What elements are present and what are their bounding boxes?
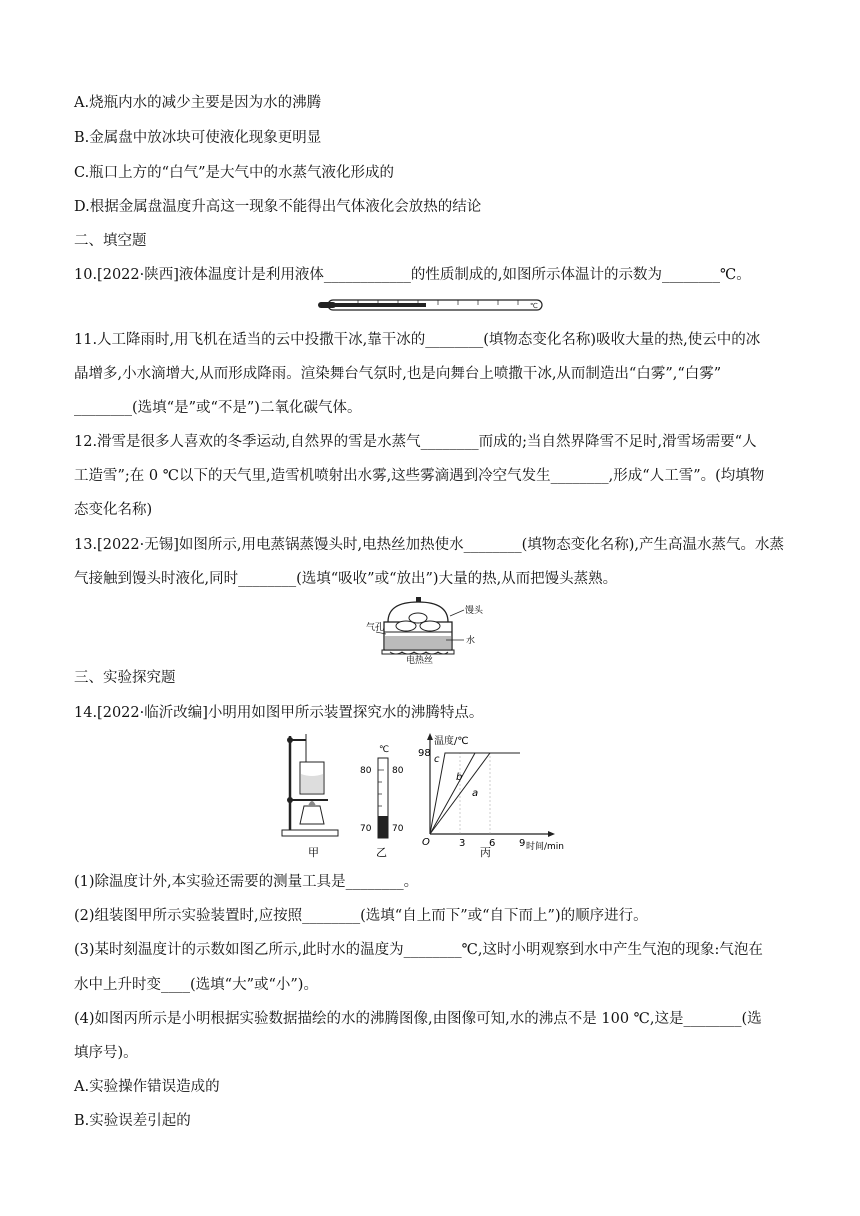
label-jia: 甲 xyxy=(308,846,319,859)
label-bing: 丙 xyxy=(480,846,491,859)
question-14-intro: 14.[2022·临沂改编]小明用如图甲所示装置探究水的沸腾特点。 xyxy=(74,705,484,721)
steamer-label-mantou: 馒头 xyxy=(465,606,484,616)
q9-option-b: B.金属盘中放冰块可使液化现象更明显 xyxy=(74,130,322,146)
q14-part-3-line-1: (3)某时刻温度计的示数如图乙所示,此时水的温度为________℃,这时小明观察到水中产生气泡的现象:气泡在 xyxy=(74,942,763,958)
graph-x-tick-6: 6 xyxy=(489,838,496,849)
q14-option-a: A.实验操作错误造成的 xyxy=(74,1079,220,1095)
question-12-line-2: 工造雪”;在 0 ℃以下的天气里,造雪机喷射出水雾,这些雾滴遇到冷空气发生________,形成“人工雪”。(均填物 xyxy=(74,468,765,484)
thermometer-yi xyxy=(360,745,404,838)
clinical-thermometer-figure xyxy=(318,296,544,314)
curve-label-c: c xyxy=(434,754,440,765)
question-12-line-1: 12.滑雪是很多人喜欢的冬季运动,自然界的雪是水蒸气________而成的;当自然界降雪不足时,滑雪场需要“人 xyxy=(74,434,757,450)
question-10: 10.[2022·陕西]液体温度计是利用液体____________的性质制成的,如图所示体温计的示数为________℃。 xyxy=(74,267,751,283)
q9-option-d: D.根据金属盘温度升高这一现象不能得出气体液化会放热的结论 xyxy=(74,199,482,215)
therm-tick-80-right: 80 xyxy=(392,766,404,776)
therm-tick-70-left: 70 xyxy=(360,824,372,834)
label-yi: 乙 xyxy=(376,846,387,859)
question-11-line-3: ________(选填“是”或“不是”)二氧化碳气体。 xyxy=(74,400,362,416)
question-11-line-2: 晶增多,小水滴增大,从而形成降雨。渲染舞台气氛时,也是向舞台上喷撒干冰,从而制造出“白雾”,“白雾” xyxy=(74,366,722,382)
q9-option-c: C.瓶口上方的“白气”是大气中的水蒸气液化形成的 xyxy=(74,165,395,181)
graph-y-tick-98: 98 xyxy=(418,748,431,759)
graph-y-label: 温度/℃ xyxy=(434,736,469,747)
question-11-line-1: 11.人工降雨时,用飞机在适当的云中投撒干冰,靠干冰的________(填物态变化名称)吸收大量的热,使云中的冰 xyxy=(74,332,761,348)
steamer-label-water: 水 xyxy=(466,636,476,646)
therm-tick-80-left: 80 xyxy=(360,766,372,776)
q14-part-4-line-2: 填序号)。 xyxy=(74,1045,138,1061)
graph-x-tick-3: 3 xyxy=(459,838,466,849)
section-experiment-title: 三、实验探究题 xyxy=(74,670,176,686)
q14-part-4-line-1: (4)如图丙所示是小明根据实验数据描绘的水的沸腾图像,由图像可知,水的沸点不是 100 ℃,这是________(选 xyxy=(74,1011,762,1027)
q14-part-2: (2)组装图甲所示实验装置时,应按照________(选填“自上而下”或“自下而上”)的顺序进行。 xyxy=(74,908,648,924)
section-fill-blank-title: 二、填空题 xyxy=(74,233,147,249)
graph-x-tick-9: 9 xyxy=(519,838,526,849)
electric-steamer-figure xyxy=(366,596,502,664)
therm-unit: ℃ xyxy=(379,745,390,755)
boiling-experiment-figure xyxy=(280,732,590,860)
question-12-line-3: 态变化名称) xyxy=(74,502,153,518)
boiling-graph-bing xyxy=(418,733,564,852)
svg-text:℃: ℃ xyxy=(530,302,538,310)
graph-origin: O xyxy=(422,837,430,848)
q14-option-b: B.实验误差引起的 xyxy=(74,1113,191,1129)
steamer-label-wire: 电热丝 xyxy=(406,656,434,664)
therm-tick-70-right: 70 xyxy=(392,824,404,834)
question-13-line-1: 13.[2022·无锡]如图所示,用电蒸锅蒸馒头时,电热丝加热使水________(填物态变化名称),产生高温水蒸气。水蒸 xyxy=(74,537,785,553)
question-13-line-2: 气接触到馒头时液化,同时________(选填“吸收”或“放出”)大量的热,从而把馒头蒸熟。 xyxy=(74,571,618,587)
curve-label-a: a xyxy=(472,788,479,799)
q14-part-3-line-2: 水中上升时变____(选填“大”或“小”)。 xyxy=(74,977,318,993)
q14-part-1: (1)除温度计外,本实验还需要的测量工具是________。 xyxy=(74,874,419,890)
graph-x-label: 时间/min xyxy=(526,842,565,852)
q9-option-a: A.烧瓶内水的减少主要是因为水的沸腾 xyxy=(74,95,322,111)
apparatus-jia xyxy=(282,734,338,836)
steamer-label-hole: 气孔 xyxy=(366,623,385,633)
curve-label-b: b xyxy=(456,772,463,783)
